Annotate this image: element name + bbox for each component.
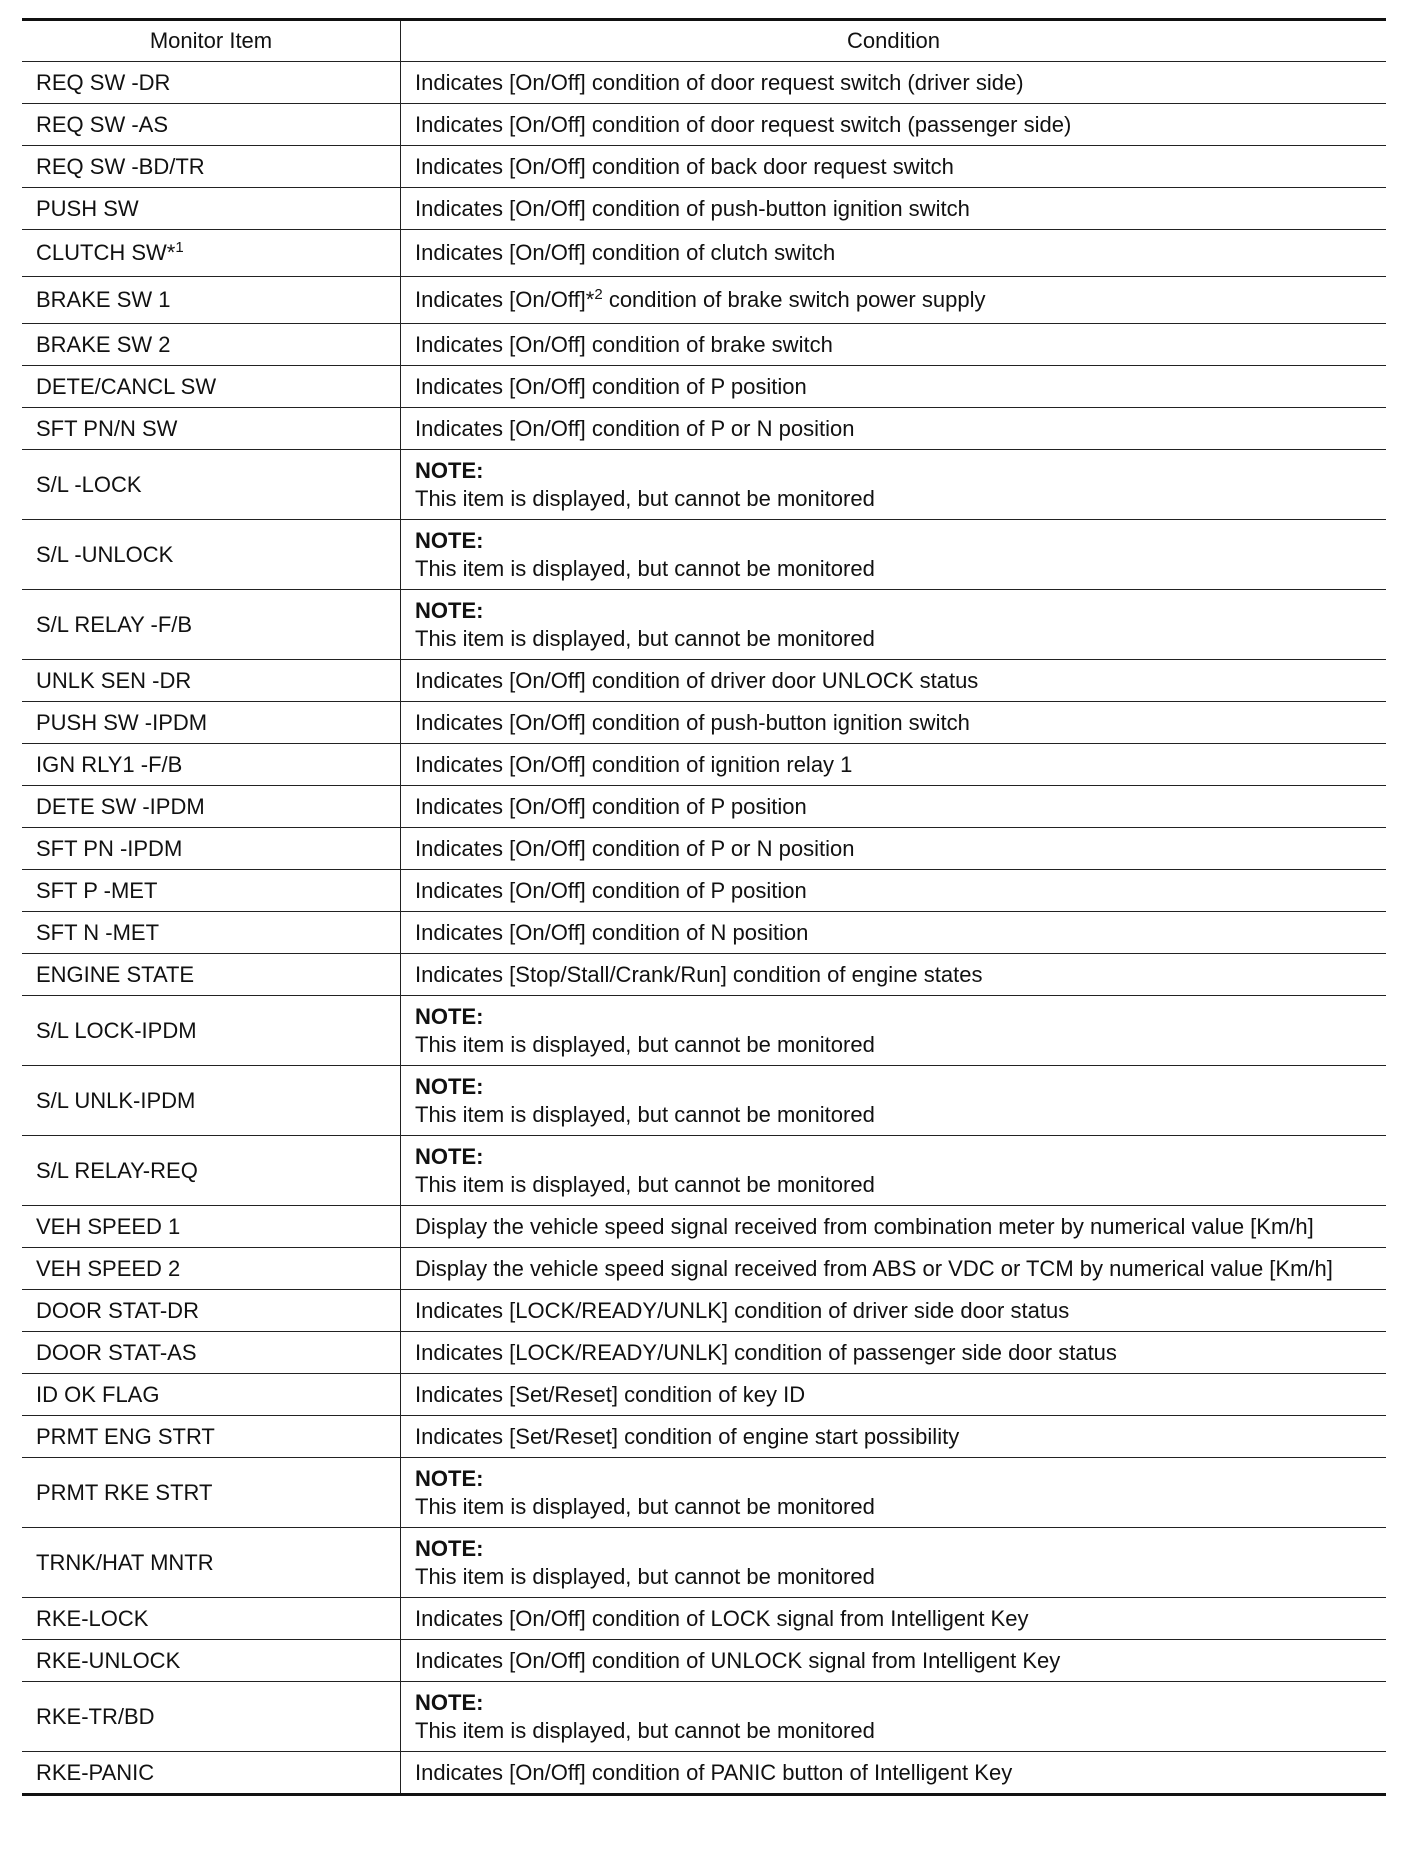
monitor-item-cell xyxy=(22,954,401,996)
table-row xyxy=(22,660,1386,702)
condition-text: Indicates [On/Off] condition of UNLOCK signal from Intelligent Key xyxy=(415,1647,1061,1673)
condition-cell xyxy=(401,1248,1387,1290)
monitor-item-label: S/L LOCK-IPDM xyxy=(36,1017,197,1043)
monitor-item-label: PRMT ENG STRT xyxy=(36,1423,215,1449)
condition-cell xyxy=(401,1458,1387,1528)
table-row xyxy=(22,366,1386,408)
monitor-item-label: S/L RELAY-REQ xyxy=(36,1157,198,1183)
monitor-item-cell xyxy=(22,1528,401,1598)
table-row xyxy=(22,1640,1386,1682)
monitor-item-cell xyxy=(22,1640,401,1682)
table-row xyxy=(22,1598,1386,1640)
table-row xyxy=(22,1290,1386,1332)
condition-text: Indicates [On/Off] condition of door request switch (passenger side) xyxy=(415,111,1072,137)
condition-text-rest: condition of brake switch power supply xyxy=(602,287,986,312)
condition-cell xyxy=(401,520,1387,590)
table-row xyxy=(22,1136,1386,1206)
condition-text: Indicates [On/Off] condition of clutch switch xyxy=(415,240,836,265)
note-label: NOTE: xyxy=(415,597,484,623)
table-row xyxy=(22,1752,1386,1795)
condition-cell xyxy=(401,1136,1387,1206)
monitor-item-label: RKE-PANIC xyxy=(36,1759,155,1785)
condition-text: Indicates [On/Off] condition of brake switch xyxy=(415,331,833,357)
monitor-item-cell xyxy=(22,1416,401,1458)
note-label: NOTE: xyxy=(415,1465,484,1491)
condition-text: Indicates [On/Off]* xyxy=(415,287,595,312)
monitor-item-cell xyxy=(22,702,401,744)
table-row xyxy=(22,1374,1386,1416)
monitor-item-cell xyxy=(22,870,401,912)
condition-text: Indicates [On/Off] condition of P position xyxy=(415,793,807,819)
monitor-item-cell xyxy=(22,1458,401,1528)
footnote-marker: 1 xyxy=(175,239,184,256)
condition-cell xyxy=(401,590,1387,660)
monitor-item-cell xyxy=(22,660,401,702)
monitor-item-label: VEH SPEED 1 xyxy=(36,1213,181,1239)
note-text: This item is displayed, but cannot be monitored xyxy=(415,625,875,651)
condition-cell xyxy=(401,1640,1387,1682)
condition-cell xyxy=(401,277,1387,324)
monitor-item-label: PUSH SW -IPDM xyxy=(36,709,208,735)
monitor-item-cell xyxy=(22,277,401,324)
condition-text: Indicates [Stop/Stall/Crank/Run] condition of engine states xyxy=(415,961,983,987)
monitor-item-cell xyxy=(22,1682,401,1752)
monitor-item-label: REQ SW -DR xyxy=(36,69,171,95)
table-row xyxy=(22,408,1386,450)
monitor-item-cell xyxy=(22,366,401,408)
header-monitor-item: Monitor Item xyxy=(22,20,401,62)
monitor-item-cell xyxy=(22,1752,401,1795)
monitor-item-label: PUSH SW xyxy=(36,195,139,221)
condition-cell xyxy=(401,104,1387,146)
note-label: NOTE: xyxy=(415,1535,484,1561)
condition-cell xyxy=(401,996,1387,1066)
header-condition: Condition xyxy=(401,20,1387,62)
condition-text: Indicates [On/Off] condition of N position xyxy=(415,919,809,945)
table-row xyxy=(22,912,1386,954)
monitor-item-label: RKE-LOCK xyxy=(36,1605,149,1631)
monitor-item-cell xyxy=(22,104,401,146)
condition-cell xyxy=(401,408,1387,450)
monitor-item-label: ENGINE STATE xyxy=(36,961,195,987)
monitor-item-cell xyxy=(22,146,401,188)
note-text: This item is displayed, but cannot be monitored xyxy=(415,1493,875,1519)
monitor-item-label: ID OK FLAG xyxy=(36,1381,160,1407)
monitor-item-label: DETE/CANCL SW xyxy=(36,373,217,399)
monitor-item-cell xyxy=(22,1066,401,1136)
table-row xyxy=(22,590,1386,660)
note-text: This item is displayed, but cannot be monitored xyxy=(415,485,875,511)
table-row xyxy=(22,146,1386,188)
condition-text: Indicates [Set/Reset] condition of key ID xyxy=(415,1381,806,1407)
monitor-item-label: SFT PN/N SW xyxy=(36,415,178,441)
condition-text: Indicates [LOCK/READY/UNLK] condition of passenger side door status xyxy=(415,1339,1117,1365)
table-header-row xyxy=(22,20,1386,62)
monitor-item-label: S/L UNLK-IPDM xyxy=(36,1087,196,1113)
monitor-item-cell xyxy=(22,450,401,520)
monitor-item-cell xyxy=(22,324,401,366)
monitor-item-label: DOOR STAT-AS xyxy=(36,1339,197,1365)
condition-cell xyxy=(401,954,1387,996)
table-row xyxy=(22,1528,1386,1598)
condition-cell xyxy=(401,1374,1387,1416)
monitor-item-cell xyxy=(22,1290,401,1332)
monitor-item-label: RKE-UNLOCK xyxy=(36,1647,181,1673)
note-text: This item is displayed, but cannot be monitored xyxy=(415,1717,875,1743)
condition-text: Display the vehicle speed signal received from ABS or VDC or TCM by numerical value [Km/h] xyxy=(415,1255,1333,1281)
condition-text: Display the vehicle speed signal received from combination meter by numerical value [Km/h] xyxy=(415,1213,1314,1239)
monitor-item-label: PRMT RKE STRT xyxy=(36,1479,213,1505)
monitor-item-label: TRNK/HAT MNTR xyxy=(36,1549,214,1575)
note-label: NOTE: xyxy=(415,1073,484,1099)
monitor-item-cell xyxy=(22,1136,401,1206)
note-text: This item is displayed, but cannot be monitored xyxy=(415,1101,875,1127)
monitor-item-label: REQ SW -BD/TR xyxy=(36,153,205,179)
monitor-item-label: BRAKE SW 2 xyxy=(36,331,171,357)
condition-text: Indicates [LOCK/READY/UNLK] condition of driver side door status xyxy=(415,1297,1070,1323)
condition-cell xyxy=(401,1290,1387,1332)
monitor-item-cell xyxy=(22,1332,401,1374)
table-row xyxy=(22,996,1386,1066)
condition-text: Indicates [On/Off] condition of push-button ignition switch xyxy=(415,195,970,221)
condition-cell xyxy=(401,1682,1387,1752)
note-text: This item is displayed, but cannot be monitored xyxy=(415,1171,875,1197)
condition-text: Indicates [On/Off] condition of ignition relay 1 xyxy=(415,751,853,777)
monitor-item-label: CLUTCH SW* xyxy=(36,240,176,265)
condition-cell xyxy=(401,230,1387,277)
table-row xyxy=(22,1332,1386,1374)
table-row xyxy=(22,1248,1386,1290)
table-row xyxy=(22,450,1386,520)
condition-cell xyxy=(401,188,1387,230)
condition-cell xyxy=(401,702,1387,744)
monitor-item-table xyxy=(22,18,1386,1796)
monitor-item-table-container xyxy=(22,18,1386,1796)
table-row xyxy=(22,1416,1386,1458)
note-label: NOTE: xyxy=(415,1143,484,1169)
condition-cell xyxy=(401,324,1387,366)
monitor-item-cell xyxy=(22,520,401,590)
condition-cell xyxy=(401,870,1387,912)
condition-text: Indicates [On/Off] condition of door request switch (driver side) xyxy=(415,69,1024,95)
condition-cell xyxy=(401,366,1387,408)
table-row xyxy=(22,1682,1386,1752)
monitor-item-cell xyxy=(22,1248,401,1290)
note-label: NOTE: xyxy=(415,1003,484,1029)
table-row xyxy=(22,744,1386,786)
monitor-item-label: SFT N -MET xyxy=(36,919,160,945)
monitor-item-cell xyxy=(22,590,401,660)
monitor-item-cell xyxy=(22,828,401,870)
table-row xyxy=(22,520,1386,590)
table-row xyxy=(22,188,1386,230)
monitor-item-label: SFT P -MET xyxy=(36,877,158,903)
condition-text: Indicates [On/Off] condition of P or N position xyxy=(415,835,855,861)
monitor-item-label: DOOR STAT-DR xyxy=(36,1297,199,1323)
condition-cell xyxy=(401,1598,1387,1640)
monitor-item-cell xyxy=(22,188,401,230)
table-row xyxy=(22,786,1386,828)
condition-cell xyxy=(401,912,1387,954)
condition-cell xyxy=(401,146,1387,188)
monitor-item-cell xyxy=(22,996,401,1066)
table-row xyxy=(22,324,1386,366)
note-label: NOTE: xyxy=(415,1689,484,1715)
condition-text: Indicates [On/Off] condition of P position xyxy=(415,877,807,903)
monitor-item-label: SFT PN -IPDM xyxy=(36,835,183,861)
table-row xyxy=(22,277,1386,324)
condition-text: Indicates [Set/Reset] condition of engine start possibility xyxy=(415,1423,960,1449)
condition-text: Indicates [On/Off] condition of PANIC button of Intelligent Key xyxy=(415,1759,1013,1785)
condition-cell xyxy=(401,786,1387,828)
table-row xyxy=(22,870,1386,912)
monitor-item-label: S/L -UNLOCK xyxy=(36,541,174,567)
monitor-item-label: BRAKE SW 1 xyxy=(36,287,171,312)
monitor-item-label: S/L -LOCK xyxy=(36,471,142,497)
monitor-item-label: IGN RLY1 -F/B xyxy=(36,751,183,777)
table-row xyxy=(22,702,1386,744)
monitor-item-cell xyxy=(22,1206,401,1248)
condition-text: Indicates [On/Off] condition of P position xyxy=(415,373,807,399)
condition-cell xyxy=(401,1416,1387,1458)
monitor-item-cell xyxy=(22,744,401,786)
table-row xyxy=(22,230,1386,277)
monitor-item-label: REQ SW -AS xyxy=(36,111,169,137)
note-text: This item is displayed, but cannot be monitored xyxy=(415,1031,875,1057)
condition-cell xyxy=(401,1206,1387,1248)
note-text: This item is displayed, but cannot be monitored xyxy=(415,1563,875,1589)
monitor-item-cell xyxy=(22,786,401,828)
condition-cell xyxy=(401,660,1387,702)
table-row xyxy=(22,62,1386,104)
monitor-item-cell xyxy=(22,408,401,450)
footnote-marker: 2 xyxy=(594,286,603,303)
condition-text: Indicates [On/Off] condition of P or N position xyxy=(415,415,855,441)
monitor-item-cell xyxy=(22,912,401,954)
monitor-item-label: RKE-TR/BD xyxy=(36,1703,155,1729)
table-body xyxy=(22,62,1386,1795)
condition-cell xyxy=(401,1752,1387,1795)
table-row xyxy=(22,1066,1386,1136)
monitor-item-cell xyxy=(22,1374,401,1416)
condition-cell xyxy=(401,828,1387,870)
table-row xyxy=(22,954,1386,996)
condition-cell xyxy=(401,1066,1387,1136)
monitor-item-label: UNLK SEN -DR xyxy=(36,667,192,693)
table-row xyxy=(22,1458,1386,1528)
condition-cell xyxy=(401,1528,1387,1598)
monitor-item-label: S/L RELAY -F/B xyxy=(36,611,193,637)
condition-cell xyxy=(401,450,1387,520)
note-label: NOTE: xyxy=(415,527,484,553)
condition-text: Indicates [On/Off] condition of push-button ignition switch xyxy=(415,709,970,735)
monitor-item-cell xyxy=(22,230,401,277)
condition-text: Indicates [On/Off] condition of LOCK signal from Intelligent Key xyxy=(415,1605,1029,1631)
note-text: This item is displayed, but cannot be monitored xyxy=(415,555,875,581)
table-row xyxy=(22,1206,1386,1248)
condition-cell xyxy=(401,62,1387,104)
table-row xyxy=(22,104,1386,146)
condition-text: Indicates [On/Off] condition of back door request switch xyxy=(415,153,954,179)
monitor-item-label: VEH SPEED 2 xyxy=(36,1255,181,1281)
condition-text: Indicates [On/Off] condition of driver door UNLOCK status xyxy=(415,667,979,693)
table-row xyxy=(22,828,1386,870)
monitor-item-cell xyxy=(22,62,401,104)
monitor-item-cell xyxy=(22,1598,401,1640)
note-label: NOTE: xyxy=(415,457,484,483)
condition-cell xyxy=(401,744,1387,786)
monitor-item-label: DETE SW -IPDM xyxy=(36,793,205,819)
condition-cell xyxy=(401,1332,1387,1374)
